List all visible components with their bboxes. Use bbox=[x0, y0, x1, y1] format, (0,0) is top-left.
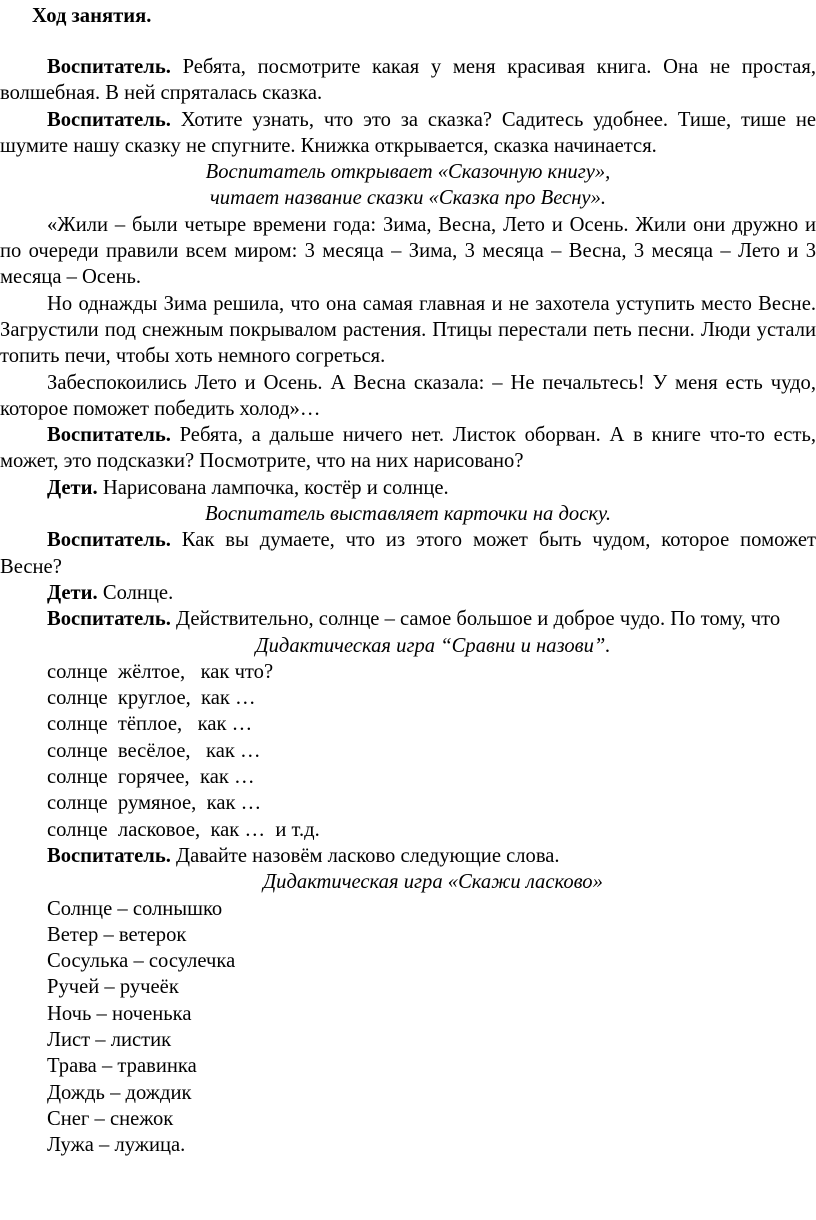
list-item: Ручей – ручеёк bbox=[47, 976, 179, 999]
story-paragraph-2: Но однажды Зима решила, что она самая главная и не захотела уступить место Весне. Загрустили под снежным покрывалом растения. Птицы перестали петь песни. Люди устали топить печи, чтобы хоть немного согреться. bbox=[0, 292, 816, 368]
list-item: Ветер – ветерок bbox=[47, 923, 187, 946]
list-item: солнце круглое, как … bbox=[47, 687, 256, 710]
list-item: Лист – листик bbox=[47, 1028, 172, 1051]
speech-text: Давайте назовём ласково следующие слова. bbox=[170, 844, 560, 867]
game1-list bbox=[0, 659, 816, 843]
paragraph-7 bbox=[0, 475, 816, 501]
list-item: Снег – снежок bbox=[47, 1107, 174, 1130]
list-item: Трава – травинка bbox=[47, 1055, 197, 1078]
speech-text: Хотите узнать, что это за сказка? Садитесь удобнее. Тише, тише не шумите нашу сказку не спугните. Книжка открывается, сказка начинается. bbox=[0, 108, 816, 157]
speech-text: Солнце. bbox=[97, 581, 174, 604]
list-item: Сосулька – сосулечка bbox=[47, 950, 236, 973]
speaker-label: Дети. bbox=[47, 476, 98, 499]
speaker-label: Воспитатель. bbox=[47, 424, 171, 447]
stage-direction-3: Воспитатель выставляет карточки на доску. bbox=[205, 503, 611, 526]
list-item: Ночь – ноченька bbox=[47, 1002, 192, 1025]
speech-text: Как вы думаете, что из этого может быть чудом, которое поможет Весне? bbox=[0, 529, 816, 578]
speaker-label: Воспитатель. bbox=[47, 56, 171, 78]
stage-direction-1: Воспитатель открывает «Сказочную книгу», bbox=[205, 161, 611, 184]
speech-text: Действительно, солнце – самое большое и доброе чудо. По тому, что bbox=[170, 608, 781, 631]
speaker-label: Воспитатель. bbox=[47, 608, 171, 631]
list-item: Солнце – солнышко bbox=[47, 897, 223, 920]
paragraph-8 bbox=[0, 527, 816, 580]
document-body bbox=[0, 54, 816, 1158]
story-paragraph-1: «Жили – были четыре времени года: Зима, Весна, Лето и Осень. Жили они дружно и по очереди правили всем миром: 3 месяца – Зима, 3 месяца – Весна, 3 месяца – Лето и 3 месяца – Осень. bbox=[0, 213, 816, 289]
paragraph-1 bbox=[0, 54, 816, 107]
list-item: солнце румяное, как … bbox=[47, 792, 262, 815]
game-title-2: Дидактическая игра «Скажи ласково» bbox=[263, 871, 603, 894]
speech-text: Ребята, а дальше ничего нет. Листок оборван. А в книге что-то есть, может, это подсказки? Посмотрите, что на них нарисовано? bbox=[0, 424, 816, 473]
list-item: солнце жёлтое, как что? bbox=[47, 660, 274, 683]
paragraph-2 bbox=[0, 107, 816, 160]
list-item: солнце весёлое, как … bbox=[47, 739, 261, 762]
paragraph-11 bbox=[0, 843, 816, 869]
list-item: солнце ласковое, как … и т.д. bbox=[47, 818, 320, 841]
story-paragraph-3: Забеспокоились Лето и Осень. А Весна сказала: – Не печальтесь! У меня есть чудо, которое поможет победить холод»… bbox=[0, 371, 816, 420]
paragraph-6 bbox=[0, 422, 816, 475]
game2-list bbox=[0, 896, 816, 1159]
list-item: Лужа – лужица. bbox=[47, 1134, 186, 1157]
speech-text: Нарисована лампочка, костёр и солнце. bbox=[97, 476, 449, 499]
lesson-heading: Ход занятия. bbox=[32, 5, 152, 27]
speaker-label: Воспитатель. bbox=[47, 844, 171, 867]
list-item: солнце горячее, как … bbox=[47, 766, 255, 789]
speaker-label: Воспитатель. bbox=[47, 529, 171, 552]
paragraph-9 bbox=[0, 580, 816, 606]
paragraph-10 bbox=[0, 606, 816, 632]
list-item: Дождь – дождик bbox=[47, 1081, 192, 1104]
speech-text: Ребята, посмотрите какая у меня красивая книга. Она не простая, волшебная. В ней спряталась сказка. bbox=[0, 56, 816, 105]
game-title-1: Дидактическая игра “Сравни и назови”. bbox=[255, 634, 611, 657]
stage-direction-2: читает название сказки «Сказка про Весну». bbox=[209, 187, 607, 210]
list-item: солнце тёплое, как … bbox=[47, 713, 253, 736]
speaker-label: Воспитатель. bbox=[47, 108, 171, 131]
speaker-label: Дети. bbox=[47, 581, 98, 604]
